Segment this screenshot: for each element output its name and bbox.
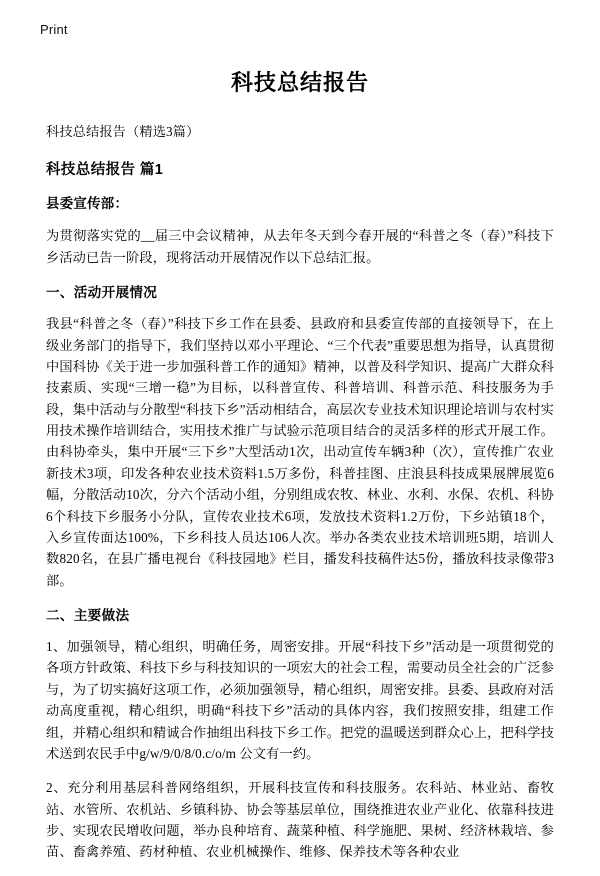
print-button[interactable]: Print [40, 22, 68, 37]
document-content [46, 66, 554, 876]
part-heading: 科技总结报告 篇1 [46, 162, 164, 179]
salutation: 县委宣传部： [46, 196, 129, 212]
intro-paragraph: 为贯彻落实党的__届三中会议精神，从去年冬天到今春开展的“科普之冬（春）”科技下乡活动已告一阶段，现将活动开展情况作以下总结汇报。 [46, 228, 554, 265]
section-heading-2: 二、主要做法 [46, 608, 130, 623]
section-2-paragraph-1: 1、加强领导，精心组织，明确任务，周密安排。开展“科技下乡”活动是一项贯彻党的各项方针政策、科技下乡与科技知识的一项宏大的社会工程，需要动员全社会的广泛参与，为了切实搞好这项工作，必须加强领导，精心组织，周密安排。县委、县政府对活动高度重视，精心组织，明确“科技下乡”活动的具体内容，我们按照安排，组建工作组，并精心组织和精诚合作抽组出科技下乡工作。把党的温暖送到群众心上，把科学技术送到农民手中g/w/9/0/8/0.c/o/m 公文有一约。 [46, 639, 554, 761]
document-subtitle: 科技总结报告（精选3篇） [46, 124, 200, 139]
section-2-paragraph-2: 2、充分利用基层科普网络组织，开展科技宣传和科技服务。农科站、林业站、畜牧站、水管所、农机站、乡镇科协、协会等基层单位，围绕推进农业产业化、依靠科技进步、实现农民增收问题，举办良种培育、蔬菜种植、科学施肥、果树、经济林栽培、参苗、畜禽养殖、药材种植、农业机械操作、维修、保养技术等各种农业 [46, 780, 554, 860]
page-title: 科技总结报告 [230, 70, 369, 95]
section-heading-1: 一、活动开展情况 [46, 285, 158, 301]
section-1-paragraph-1: 我县“科普之冬（春）”科技下乡工作在县委、县政府和县委宣传部的直接领导下，在上级业务部门的指导下，我们坚持以邓小平理论、“三个代表”重要思想为指导，认真贯彻中国科协《关于进一步加强科普工作的通知》精神，以普及科学知识、提高广大群众科技素质、实现“三增一稳”为目标，以科普宣传、科普培训、科普示范、科技服务为手段，集中活动与分散型“科技下乡”活动相结合，高层次专业技术知识理论培训与农村实用技术操作培训结合，实用技术推广与试验示范项目结合的灵活多样的形式开展工作。由科协牵头，集中开展“三下乡”大型活动1次，出动宣传车辆3种（次），宣传推广农业新技术3项，印发各种农业技术资料1.5万多份，科普挂图、庄浪县科技成果展牌展览6幅，分散活动10次，分六个活动小组，分别组成农牧、林业、水利、水保、农机、科协6个科技下乡服务小分队，宣传农业技术6项，发放技术资料1.2万份，下乡站镇18个，入乡宣传面达100%，下乡科技人员达106人次。举办各类农业技术培训班5期，培训人数820名，在县广播电视台《科技园地》栏目，播发科技稿件达5份，播放科技录像带3部。 [46, 316, 554, 588]
